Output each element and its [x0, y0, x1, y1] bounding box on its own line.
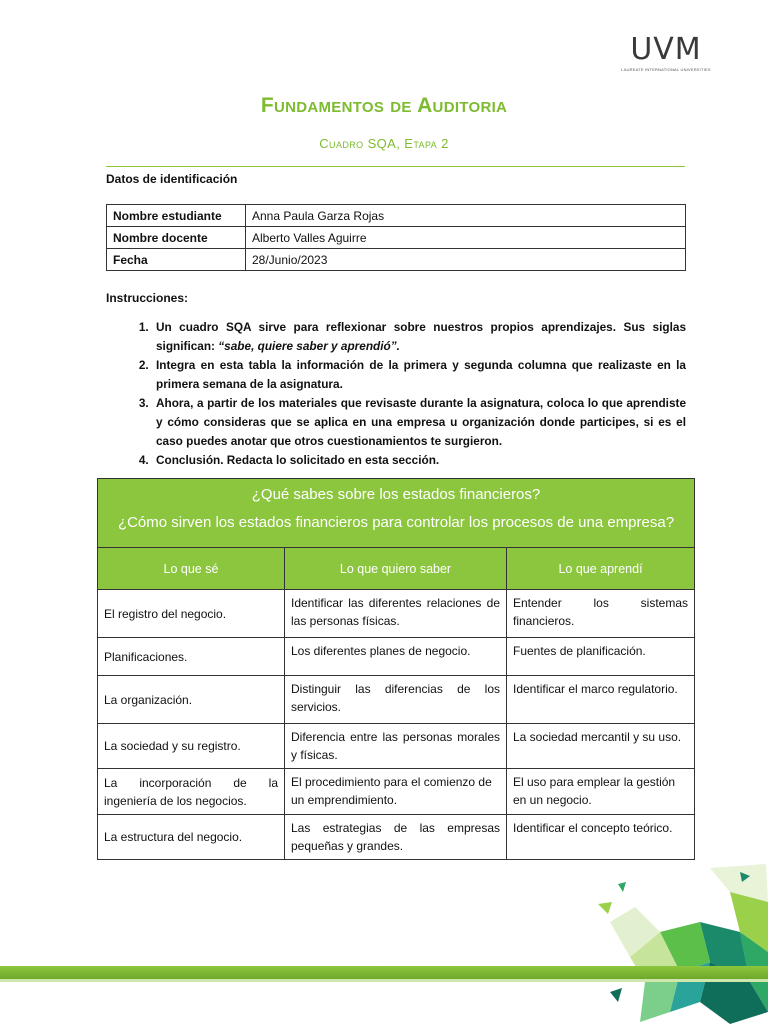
table-cell: Identificar el marco regulatorio.	[507, 676, 695, 724]
logo-text: UVM	[630, 32, 702, 67]
sqa-header	[98, 479, 695, 548]
instruction-text: Integra en esta tabla la información de la primera y segunda columna que realizaste en la primera semana de la asignatura.	[156, 358, 686, 391]
table-row	[107, 205, 686, 227]
table-cell: La estructura del negocio.	[98, 815, 285, 860]
table-row	[98, 590, 695, 638]
instructions-heading: Instrucciones:	[106, 291, 189, 305]
column-header: Lo que aprendí	[507, 548, 695, 590]
list-item	[152, 318, 686, 356]
table-cell: Diferencia entre las personas morales y físicas.	[285, 724, 507, 769]
value-cell: Alberto Valles Aguirre	[246, 227, 686, 249]
table-cell: La incorporación de la ingeniería de los negocios.	[98, 769, 285, 815]
table-cell: Planificaciones.	[98, 638, 285, 676]
table-cell: El registro del negocio.	[98, 590, 285, 638]
value-cell: Anna Paula Garza Rojas	[246, 205, 686, 227]
instructions-list	[106, 318, 686, 470]
column-header: Lo que quiero saber	[285, 548, 507, 590]
instruction-text: Ahora, a partir de los materiales que revisaste durante la asignatura, coloca lo que aprendiste y cómo consideras que se aplica en una empresa u organización donde participes, si es el caso puedes anotar que otros cuestionamientos te surgieron.	[156, 396, 686, 448]
divider	[106, 166, 685, 167]
label-cell: Fecha	[107, 249, 246, 271]
instruction-text: Conclusión. Redacta lo solicitado en esta sección.	[156, 453, 440, 467]
label-cell: Nombre docente	[107, 227, 246, 249]
table-cell: El procedimiento para el comienzo de un emprendimiento.	[285, 769, 507, 815]
identification-heading: Datos de identificación	[106, 172, 238, 186]
table-row	[107, 227, 686, 249]
table-cell: Fuentes de planificación.	[507, 638, 695, 676]
question-1: ¿Qué sabes sobre los estados financieros?	[251, 486, 541, 503]
question-2: ¿Cómo sirven los estados financieros para controlar los procesos de una empresa?	[117, 514, 675, 531]
list-item	[152, 356, 686, 394]
list-item	[152, 451, 686, 470]
uvm-logo	[612, 34, 720, 76]
list-item	[152, 394, 686, 451]
table-cell: Identificar el concepto teórico.	[507, 815, 695, 860]
document-title: Fundamentos de Auditoria	[260, 94, 508, 117]
value-cell: 28/Junio/2023	[246, 249, 686, 271]
identification-table	[106, 204, 686, 271]
table-cell: La organización.	[98, 676, 285, 724]
instruction-text: Un cuadro SQA sirve para reflexionar sobre nuestros propios aprendizajes. Sus siglas significan:	[156, 320, 686, 353]
table-row	[98, 479, 695, 548]
logo-tagline: LAUREATE INTERNATIONAL UNIVERSITIES	[621, 67, 711, 72]
table-row	[98, 676, 695, 724]
decorative-polygons	[590, 862, 768, 1024]
sqa-table	[97, 478, 695, 860]
label-cell: Nombre estudiante	[107, 205, 246, 227]
table-cell: El uso para emplear la gestión en un negocio.	[507, 769, 695, 815]
footer-bar	[0, 966, 768, 979]
table-cell: Las estrategias de las empresas pequeñas y grandes.	[285, 815, 507, 860]
document-subtitle: Cuadro SQA, Etapa 2	[319, 136, 449, 151]
table-cell: Identificar las diferentes relaciones de las personas físicas.	[285, 590, 507, 638]
table-row	[107, 249, 686, 271]
table-row	[98, 815, 695, 860]
table-cell: La sociedad mercantil y su uso.	[507, 724, 695, 769]
table-row	[98, 724, 695, 769]
table-cell: Los diferentes planes de negocio.	[285, 638, 507, 676]
column-header: Lo que sé	[98, 548, 285, 590]
table-row	[98, 769, 695, 815]
table-cell: Distinguir las diferencias de los servicios.	[285, 676, 507, 724]
table-header-row	[98, 548, 695, 590]
table-cell: La sociedad y su registro.	[98, 724, 285, 769]
instruction-italic: “sabe, quiere saber y aprendió”.	[218, 339, 400, 353]
table-cell: Entender los sistemas financieros.	[507, 590, 695, 638]
footer-bar-light	[0, 979, 768, 982]
table-row	[98, 638, 695, 676]
